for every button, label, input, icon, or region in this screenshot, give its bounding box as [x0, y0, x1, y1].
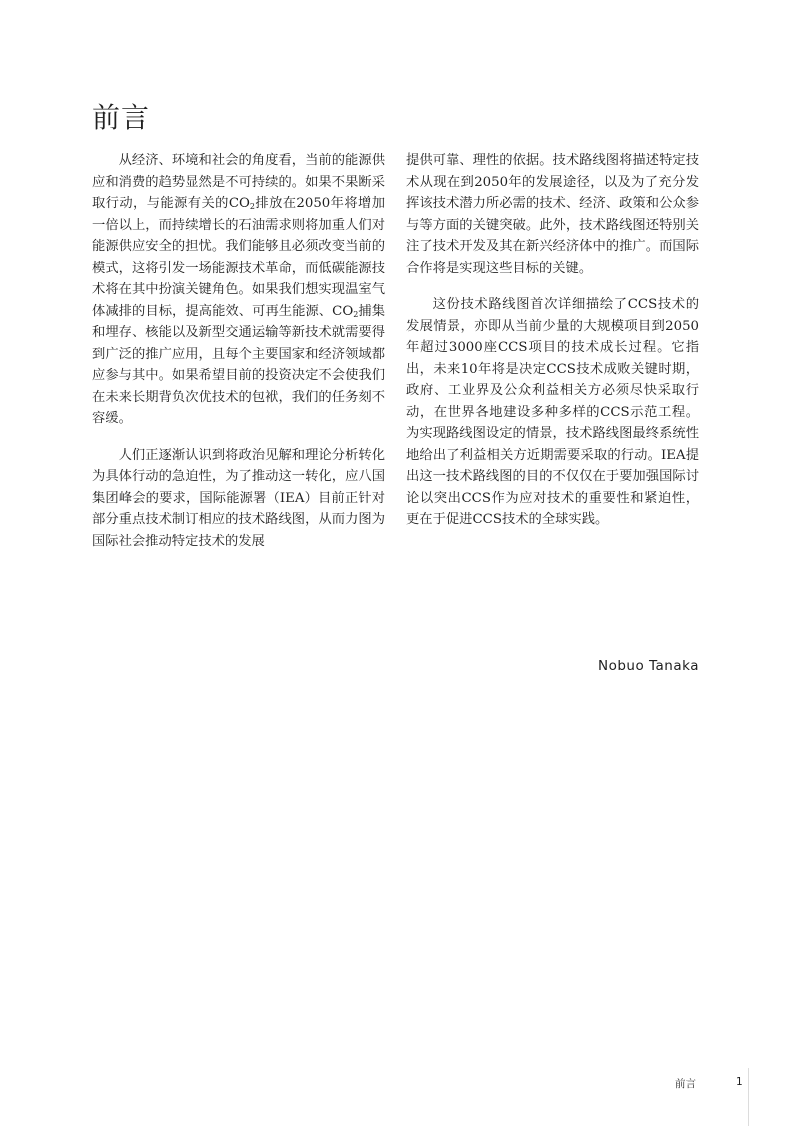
footer-section-label: 前言	[675, 1078, 696, 1090]
paragraph-text: 排放在2050年将增加一倍以上，而持续增长的石油需求则将加重人们对能源供应安全的担忧。我们能够且必须改变当前的模式，这将引发一场能源技术革命，而低碳能源技术将在其中扮演关键角色。如果我们想实现温室气体减排的目标，提高能效、可再生能源、CO	[92, 196, 386, 319]
subscript: 2	[353, 309, 359, 319]
page-number: 1	[736, 1076, 743, 1088]
paragraph-roadmap-intro: 人们正逐渐认识到将政治见解和理论分析转化为具体行动的急迫性，为了推动这一转化，应八国集团峰会的要求，国际能源署（IEA）目前正针对部分重点技术制订相应的技术路线图，从而力图为国际社会推动特定技术的发展	[92, 447, 385, 549]
left-column	[92, 150, 385, 567]
paragraph-ccs: 这份技术路线图首次详细描绘了CCS技术的发展情景，亦即从当前少量的大规模项目到2050年超过3000座CCS项目的技术成长过程。它指出，未来10年将是决定CCS技术成败关键时期，政府、工业界及公众利益相关方必须尽快采取行动，在世界各地建设多种多样的CCS示范工程。为实现路线图设定的情景，技术路线图最终系统性地给出了利益相关方近期需要采取的行动。IEA提出这一技术路线图的目的不仅仅在于要加强国际讨论以突出CCS作为应对技术的重要性和紧迫性，更在于促进CCS技术的全球实践。	[406, 297, 699, 527]
footer-divider	[748, 1068, 793, 1126]
signature: Nobuo Tanaka	[597, 658, 699, 674]
paragraph-text: 从经济、环境和社会的角度看，当前的能源供应和消费的趋势显然是不可持续的。如果不果断采取行动，与能源有关的CO	[92, 153, 385, 211]
paragraph-text: 捕集和埋存、核能以及新型交通运输等新技术就需要得到广泛的推广应用，且每个主要国家和经济领域都应参与其中。如果希望目前的投资决定不会使我们在未来长期背负次优技术的包袱，我们的任务刻不容缓。	[92, 303, 386, 426]
subscript: 2	[249, 202, 255, 211]
page-title: 前言	[92, 101, 151, 134]
paragraph-intro	[92, 150, 385, 430]
paragraph-roadmap-continued: 提供可靠、理性的依据。技术路线图将描述特定技术从现在到2050年的发展途径，以及为了充分发挥该技术潜力所必需的技术、经济、政策和公众参与等方面的关键突破。此外，技术路线图还特别关注了技术开发及其在新兴经济体中的推广。而国际合作将是实现这些目标的关键。	[406, 153, 699, 276]
right-column	[406, 150, 699, 546]
